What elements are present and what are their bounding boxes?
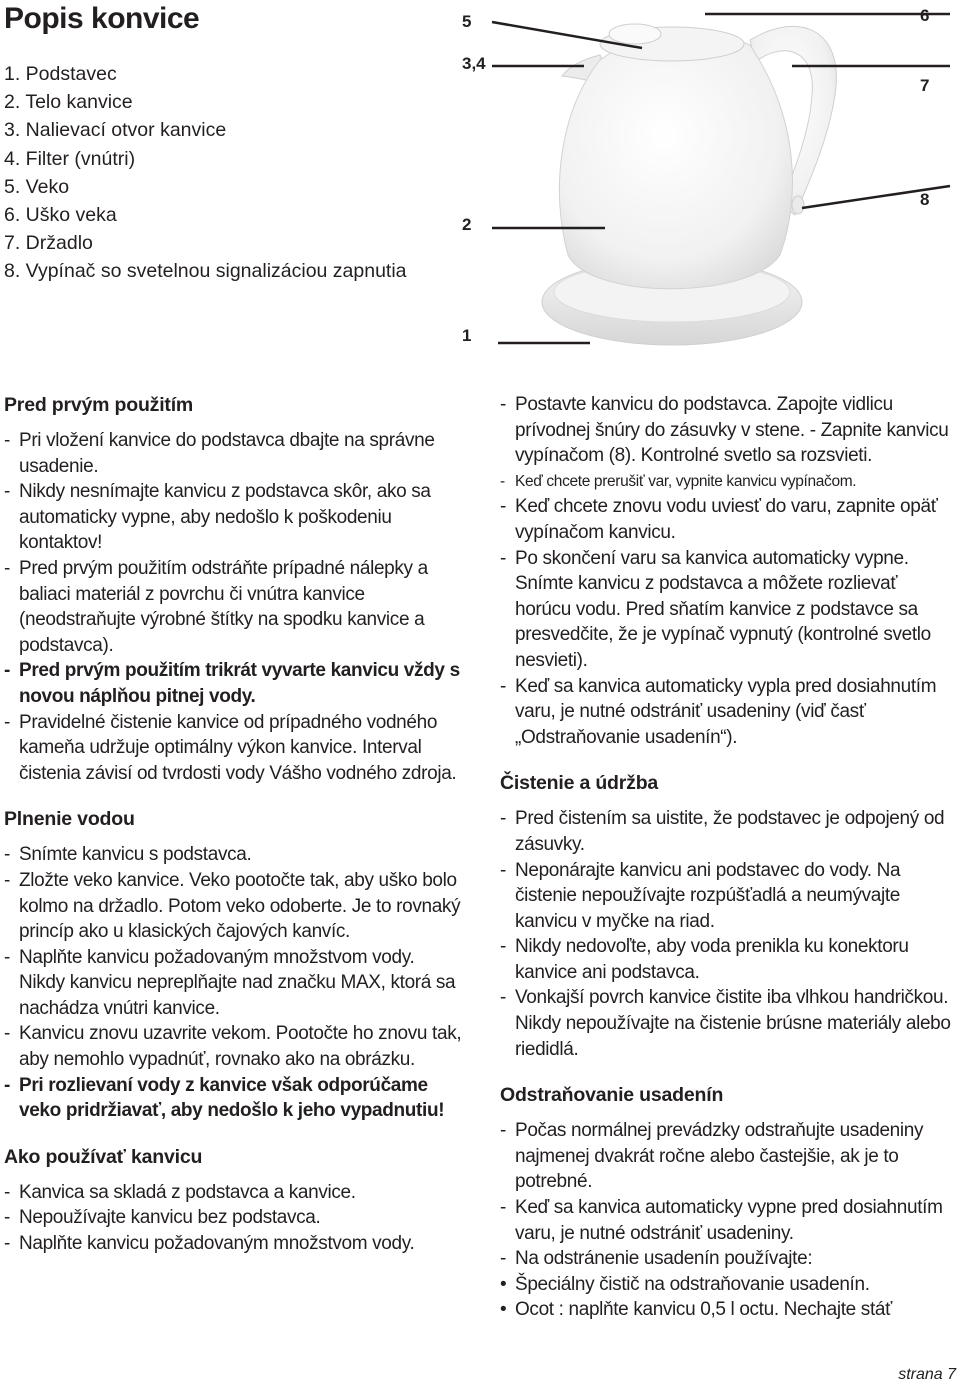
item-text: Keď sa kanvica automaticky vypne pred dosiahnutím varu, je nutné odstrániť usadeniny.	[515, 1197, 943, 1244]
list-item: - Nepoužívajte kanvicu bez podstavca.	[4, 1207, 321, 1229]
item-text: Zložte veko kanvice. Veko pootočte tak, aby uško bolo kolmo na držadlo. Potom veko odoberte. Je to rovnaký princíp ako u klasických čajových kanvíc.	[19, 869, 461, 943]
item-text: Vonkajší povrch kanvice čistite iba vlhkou handričkou. Nikdy nepoužívajte na čistenie brúsne materiály alebo riedidlá.	[515, 987, 951, 1060]
bullet-item: • Špeciálny čistič na odstraňovanie usadenín.	[500, 1273, 870, 1295]
item-text: Pred prvým použitím trikrát vyvarte kanvicu vždy s novou náplňou pitnej vody.	[19, 660, 460, 707]
list-item: - Pravidelné čistenie kanvice od prípadného vodného kameňa udržuje optimálny výkon kanvice. Interval čistenia závisí od tvrdosti vody Vášho vodného zdroja.	[4, 711, 457, 784]
parts-list-item: 2. Telo kanvice	[4, 91, 133, 114]
list-item: - Naplňte kanvicu požadovaným množstvom vody. Nikdy kanvicu nepreplňajte nad značku MAX, ktorá sa nachádza vnútri kanvice.	[4, 946, 456, 1019]
list-item: - Keď chcete znovu vodu uviesť do varu, zapnite opäť vypínačom kanvicu.	[500, 496, 938, 543]
item-text: Pred prvým použitím odstráňte prípadné nálepky a baliaci materiál z povrchu či vnútra kanvice (neodstraňujte výrobné štítky na spodku kanvice a podstavca).	[19, 557, 428, 656]
kettle-illustration	[450, 0, 960, 370]
parts-list-item: 8. Vypínač so svetelnou signalizáciou zapnutia	[4, 260, 407, 283]
list-item: - Pred čistením sa uistite, že podstavec je odpojený od zásuvky.	[500, 808, 945, 855]
item-text: Pri rozlievaní vody z kanvice však odporúčame veko pridržiavať, aby nedošlo k jeho vypadnutiu!	[19, 1074, 445, 1122]
item-text: Kanvicu znovu uzavrite vekom. Pootočte ho znovu tak, aby nemohlo vypadnúť, rovnako ako na obrázku.	[19, 1023, 462, 1071]
callout-6: 6	[920, 6, 930, 25]
left-column	[4, 392, 464, 1257]
ako-list	[4, 1180, 464, 1257]
item-text: Keď chcete prerušiť var, vypnite kanvicu vypínačom.	[515, 472, 857, 490]
item-text: Nepoužívajte kanvicu bez podstavca.	[19, 1207, 321, 1229]
list-item: - Keď sa kanvica automaticky vypne pred dosiahnutím varu, je nutné odstrániť usadeniny.	[500, 1197, 943, 1244]
item-text: Pred čistením sa uistite, že podstavec je odpojený od zásuvky.	[515, 808, 945, 855]
list-item: - Kanvicu znovu uzavrite vekom. Pootočte ho znovu tak, aby nemohlo vypadnúť, rovnako ako na obrázku.	[4, 1023, 462, 1071]
list-item: - Pri vložení kanvice do podstavca dbajte na správne usadenie.	[4, 430, 435, 477]
list-item: - Keď sa kanvica automaticky vypla pred dosiahnutím varu, je nutné odstrániť usadeniny (viď časť „Odstraňovanie usadenín“).	[500, 675, 937, 748]
list-item-bold: - Pred prvým použitím trikrát vyvarte kanvicu vždy s novou náplňou pitnej vody.	[4, 660, 460, 707]
item-text: Nikdy nesnímajte kanvicu z podstavca skôr, ako sa automaticky vypne, aby nedošlo k poškodeniu kontaktov!	[19, 481, 431, 554]
item-text: Keď sa kanvica automaticky vypla pred dosiahnutím varu, je nutné odstrániť usadeniny (viď časť „Odstraňovanie usadenín“).	[515, 675, 937, 748]
item-text: Na odstránenie usadenín používajte:	[515, 1248, 813, 1270]
item-text: Počas normálnej prevádzky odstraňujte usadeniny najmenej dvakrát ročne alebo častejšie, ak je to potrebné.	[515, 1120, 924, 1193]
odstranovanie-list	[500, 1118, 952, 1323]
list-item: - Na odstránenie usadenín používajte:	[500, 1248, 813, 1270]
section-heading-pred: Pred prvým použitím	[4, 394, 194, 416]
kettle-diagram	[450, 0, 960, 370]
list-item: - Postavte kanvicu do podstavca. Zapojte vidlicu prívodnej šnúry do zásuvky v stene. - Zapnite kanvicu vypínačom (8). Kontrolné svetlo sa rozsvieti.	[500, 394, 949, 467]
list-item: - Počas normálnej prevádzky odstraňujte usadeniny najmenej dvakrát ročne alebo častejšie, ak je to potrebné.	[500, 1120, 924, 1193]
item-text: Snímte kanvicu s podstavca.	[19, 844, 252, 866]
section-heading-plnenie: Plnenie vodou	[4, 808, 135, 831]
section-heading-ako: Ako používať kanvicu	[4, 1145, 203, 1168]
callout-8: 8	[920, 190, 930, 209]
bullet-item: • Ocot : naplňte kanvicu 0,5 l octu. Nechajte stáť	[500, 1299, 892, 1321]
list-item: - Pred prvým použitím odstráňte prípadné nálepky a baliaci materiál z povrchu či vnútra kanvice (neodstraňujte výrobné štítky na spodku kanvice a podstavca).	[4, 557, 428, 656]
list-item: - Keď chcete prerušiť var, vypnite kanvicu vypínačom.	[500, 472, 857, 490]
parts-list-item: 7. Držadlo	[4, 232, 93, 255]
list-item: - Zložte veko kanvice. Veko pootočte tak, aby uško bolo kolmo na držadlo. Potom veko odoberte. Je to rovnaký princíp ako u klasických čajových kanvíc.	[4, 869, 461, 943]
list-item-bold: - Pri rozlievaní vody z kanvice však odporúčame veko pridržiavať, aby nedošlo k jeho vypadnutiu!	[4, 1074, 445, 1122]
item-text: Naplňte kanvicu požadovaným množstvom vody.	[19, 1233, 415, 1255]
item-text: Nikdy nedovoľte, aby voda prenikla ku konektoru kanvice ani podstavca.	[515, 936, 909, 983]
item-text: Ocot : naplňte kanvicu 0,5 l octu. Nechajte stáť	[515, 1299, 892, 1321]
plnenie-list	[4, 842, 464, 1124]
item-text: Po skončení varu sa kanvica automaticky vypne. Snímte kanvicu z podstavca a môžete rozlievať horúcu vodu. Pred sňatím kanvice z podstavce sa presvedčite, že je vypínač vypnutý (kontrolné svetlo nesvieti).	[515, 547, 931, 671]
list-item: - Naplňte kanvicu požadovaným množstvom vody.	[4, 1233, 415, 1255]
item-text: Špeciálny čistič na odstraňovanie usadenín.	[515, 1273, 870, 1295]
item-text: Naplňte kanvicu požadovaným množstvom vody. Nikdy kanvicu nepreplňajte nad značku MAX, ktorá sa nachádza vnútri kanvice.	[19, 946, 456, 1019]
list-item: - Nikdy nedovoľte, aby voda prenikla ku konektoru kanvice ani podstavca.	[500, 936, 909, 983]
callout-2: 2	[462, 215, 472, 234]
callout-3-4: 3,4	[462, 54, 486, 73]
parts-list-item: 4. Filter (vnútri)	[4, 147, 136, 170]
callout-7: 7	[920, 76, 930, 95]
list-item: - Snímte kanvicu s podstavca.	[4, 844, 252, 866]
pouzitie-list	[500, 392, 952, 750]
section-heading-cistenie: Čistenie a údržba	[500, 772, 659, 795]
list-item: - Vonkajší povrch kanvice čistite iba vlhkou handričkou. Nikdy nepoužívajte na čistenie brúsne materiály alebo riedidlá.	[500, 987, 951, 1060]
parts-list	[4, 60, 407, 286]
cistenie-list	[500, 806, 952, 1062]
callout-5: 5	[462, 12, 472, 31]
item-text: Kanvica sa skladá z podstavca a kanvice.	[19, 1181, 356, 1203]
right-column	[500, 392, 952, 1323]
list-item: - Nikdy nesnímajte kanvicu z podstavca skôr, ako sa automaticky vypne, aby nedošlo k poškodeniu kontaktov!	[4, 481, 431, 554]
item-text: Pravidelné čistenie kanvice od prípadného vodného kameňa udržuje optimálny výkon kanvice. Interval čistenia závisí od tvrdosti vody Vášho vodného zdroja.	[19, 711, 457, 784]
pred-list	[4, 428, 464, 786]
list-item: - Neponárajte kanvicu ani podstavec do vody. Na čistenie nepoužívajte rozpúšťadlá a neumývajte kanvicu v myčke na riad.	[500, 859, 901, 932]
list-item: - Kanvica sa skladá z podstavca a kanvice.	[4, 1181, 356, 1203]
section-heading-odstranovanie: Odstraňovanie usadenín	[500, 1084, 724, 1107]
parts-list-item: 3. Nalievací otvor kanvice	[4, 119, 227, 142]
item-text: Postavte kanvicu do podstavca. Zapojte vidlicu prívodnej šnúry do zásuvky v stene. - Zapnite kanvicu vypínačom (8). Kontrolné svetlo sa rozsvieti.	[515, 394, 949, 467]
parts-list-item: 1. Podstavec	[4, 63, 117, 85]
item-text: Keď chcete znovu vodu uviesť do varu, zapnite opäť vypínačom kanvicu.	[515, 496, 938, 543]
page-title: Popis konvice	[4, 2, 200, 35]
item-text: Neponárajte kanvicu ani podstavec do vody. Na čistenie nepoužívajte rozpúšťadlá a neumývajte kanvicu v myčke na riad.	[515, 859, 901, 932]
item-text: Pri vložení kanvice do podstavca dbajte na správne usadenie.	[19, 430, 435, 477]
callout-1: 1	[462, 326, 472, 345]
parts-list-item: 5. Veko	[4, 175, 70, 198]
parts-list-item: 6. Uško veka	[4, 204, 117, 227]
list-item: - Po skončení varu sa kanvica automaticky vypne. Snímte kanvicu z podstavca a môžete rozlievať horúcu vodu. Pred sňatím kanvice z podstavce sa presvedčite, že je vypínač vypnutý (kontrolné svetlo nesvieti).	[500, 547, 931, 671]
page-number: strana 7	[898, 1366, 956, 1383]
